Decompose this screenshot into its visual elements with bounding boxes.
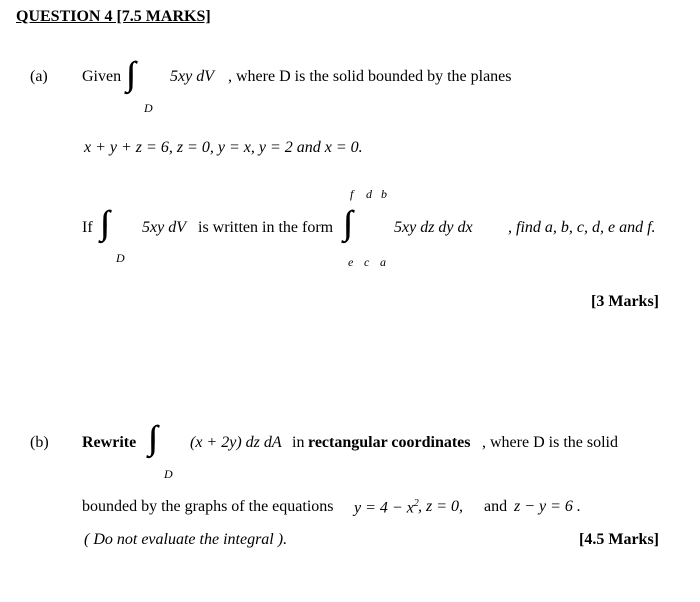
part-a-label: (a) xyxy=(30,68,48,85)
triple-integral-symbol: ∫∫∫ xyxy=(126,56,127,93)
upper-limit-d: d xyxy=(366,187,372,201)
integrand-a2: 5xy dV xyxy=(142,219,186,236)
equation-1: $y = 4 - x^2$ xyxy=(354,498,419,517)
description-text: , where D is the solid bounded by the planes xyxy=(228,68,512,85)
integrand-a: 5xy dV xyxy=(170,68,214,85)
find-text: , find a, b, c, d, e and f. xyxy=(508,219,656,236)
equation-3: z − y = 6 . xyxy=(514,498,581,515)
in-text: in xyxy=(292,434,305,451)
iterated-integral-symbol: ∫∫∫ xyxy=(343,205,344,242)
part-b-marks: [4.5 Marks] xyxy=(579,531,659,548)
given-text: Given xyxy=(82,68,122,85)
rectangular-coords-text: rectangular coordinates xyxy=(308,434,471,451)
domain-label-b: D xyxy=(164,467,173,481)
upper-limit-b: b xyxy=(381,187,387,201)
part-a-marks: [3 Marks] xyxy=(591,293,659,310)
form-text: is written in the form xyxy=(198,219,334,236)
upper-limit-f: f xyxy=(350,187,354,201)
bounded-text: bounded by the graphs of the equations xyxy=(82,498,334,515)
if-text: If xyxy=(82,219,93,236)
lower-limit-e: e xyxy=(348,255,354,269)
part-b-label: (b) xyxy=(30,434,49,451)
rewrite-text: Rewrite xyxy=(82,434,137,451)
solid-text: , where D is the solid xyxy=(482,434,618,451)
lower-limit-c: c xyxy=(364,255,370,269)
planes-equations: x + y + z = 6, z = 0, y = x, y = 2 and x = 0. xyxy=(84,139,363,156)
lower-limit-a: a xyxy=(380,255,386,269)
domain-label: D xyxy=(144,101,153,115)
and-text: and xyxy=(484,498,508,515)
equation-2: , z = 0, xyxy=(418,498,464,515)
instruction-note: ( Do not evaluate the integral ). xyxy=(84,531,288,548)
triple-integral-symbol-b: ∫∫∫ xyxy=(148,420,149,457)
domain-label-2: D xyxy=(116,251,125,265)
triple-integral-symbol-2: ∫∫∫ xyxy=(100,205,101,242)
integrand-a3: 5xy dz dy dx xyxy=(394,219,473,236)
question-heading: QUESTION 4 [7.5 MARKS] xyxy=(16,8,211,25)
integrand-b: (x + 2y) dz dA xyxy=(190,434,282,451)
